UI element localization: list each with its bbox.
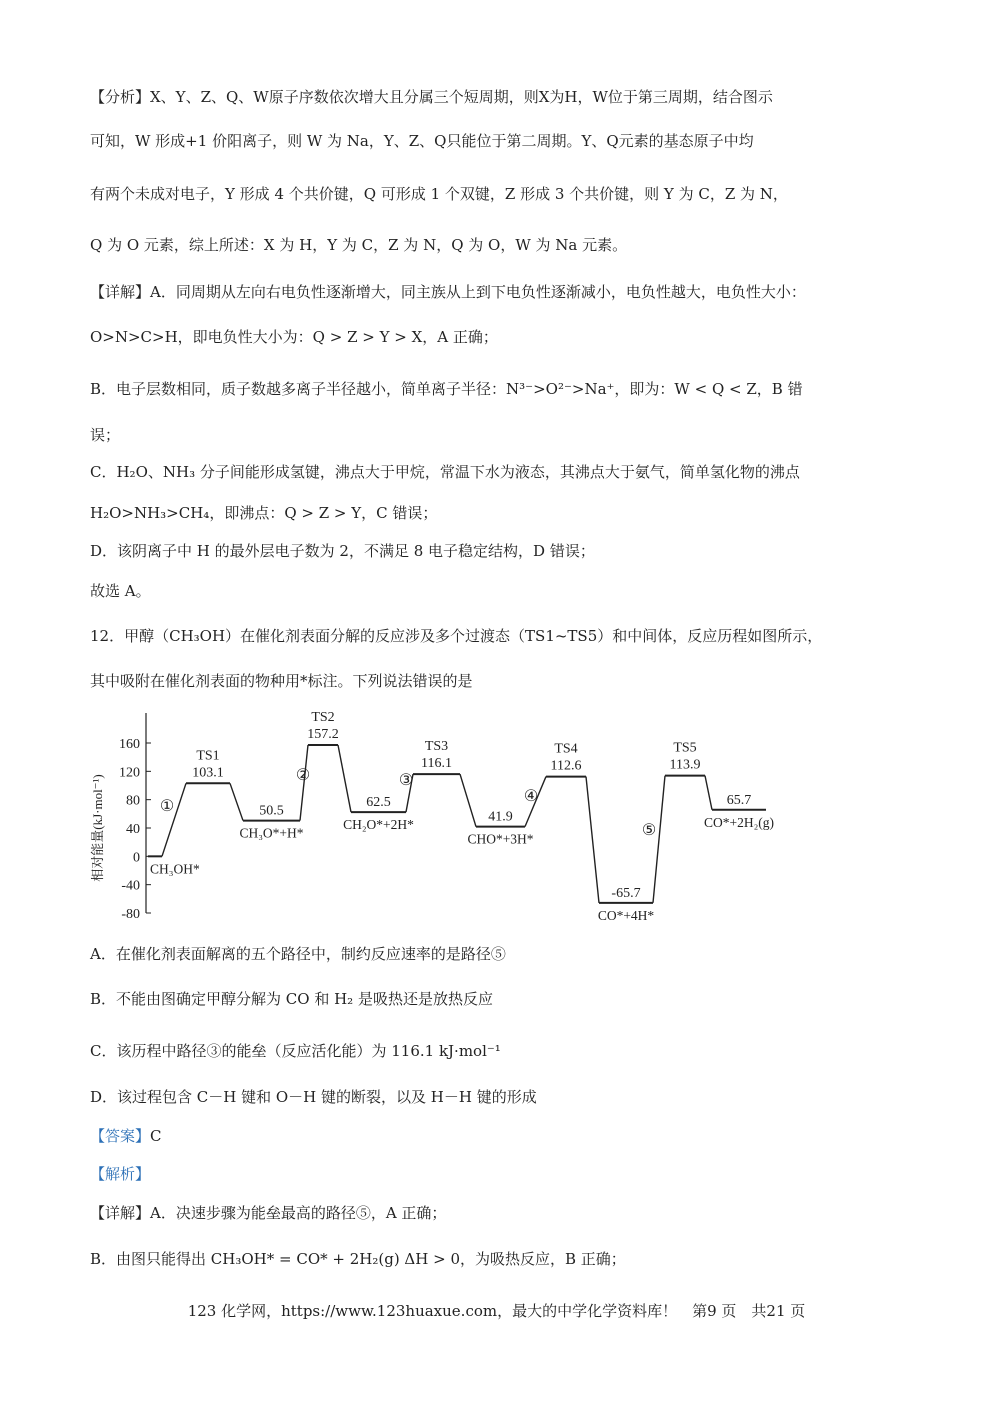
connector-line xyxy=(230,783,243,820)
connector-line xyxy=(705,776,712,810)
y-tick-label: 120 xyxy=(119,765,140,781)
level-value-label: 41.9 xyxy=(488,809,513,825)
ts-name-label: TS5 xyxy=(673,740,697,756)
y-tick-label: 0 xyxy=(133,850,140,866)
species-label: CO*+4H* xyxy=(597,907,655,923)
detail-a-line-2: O>N>C>H，即电负性大小为：Q > Z > Y > X，A 正确； xyxy=(90,328,498,346)
level-value-label: 116.1 xyxy=(421,756,452,772)
analysis-line-2: 可知，W 形成+1 价阳离子，则 W 为 Na，Y、Z、Q只能位于第二周期。Y、Q元素的基态原子中均 xyxy=(90,132,754,150)
species-label: CO*+2H₂(g) xyxy=(703,814,775,830)
analysis-line-1: 【分析】X、Y、Z、Q、W原子序数依次增大且分属三个短周期，则X为H，W位于第三周期，结合图示 xyxy=(90,88,773,106)
species-label: CHO*+3H* xyxy=(467,831,534,847)
y-tick-label: -80 xyxy=(121,907,140,922)
option-c: C．该历程中路径③的能垒（反应活化能）为 116.1 kJ·mol⁻¹ xyxy=(90,1042,501,1060)
species-label: CH₃O*+H* xyxy=(239,825,304,841)
detail-d-line: D．该阴离子中 H 的最外层电子数为 2，不满足 8 电子稳定结构，D 错误； xyxy=(90,542,595,560)
connector-line xyxy=(159,783,186,856)
path-marker-label: ⑤ xyxy=(641,822,657,839)
species-label: CH₂O*+2H* xyxy=(343,817,414,833)
choose-line: 故选 A。 xyxy=(90,582,151,600)
question-stem-2: 其中吸附在催化剂表面的物种用*标注。下列说法错误的是 xyxy=(90,672,473,690)
connector-line xyxy=(586,777,599,903)
level-value-label: 157.2 xyxy=(307,726,339,742)
level-value-label: 112.6 xyxy=(550,758,582,774)
answer-detail-b: B．由图只能得出 CH₃OH* = CO* + 2H₂(g) ΔH > 0，为吸热反应，B 正确； xyxy=(90,1250,626,1268)
level-value-label: 103.1 xyxy=(192,765,224,781)
detail-a-line-1: 【详解】A．同周期从左向右电负性逐渐增大，同主族从上到下电负性逐渐减小，电负性越大，电负性大小： xyxy=(90,283,806,301)
detail-c-line-2: H₂O>NH₃>CH₄，即沸点：Q > Z > Y，C 错误； xyxy=(90,504,438,522)
level-value-label: 113.9 xyxy=(669,757,701,773)
energy-profile-chart xyxy=(88,705,788,930)
path-marker-label: ④ xyxy=(523,788,539,805)
ts-name-label: TS2 xyxy=(311,709,335,725)
level-value-label: 65.7 xyxy=(726,792,752,808)
y-axis-label: 相对能量(kJ·mol⁻¹) xyxy=(90,774,105,882)
level-value-label: 62.5 xyxy=(366,795,391,811)
level-value-label: 50.5 xyxy=(259,803,284,819)
ts-name-label: TS3 xyxy=(424,739,449,755)
explain-label-text: 【解析】 xyxy=(90,1165,151,1183)
analysis-line-4: Q 为 O 元素，综上所述：X 为 H，Y 为 C，Z 为 N，Q 为 O，W 为 Na 元素。 xyxy=(90,236,628,254)
path-marker-label: ② xyxy=(295,767,311,784)
connector-line xyxy=(653,776,665,903)
ts-name-label: TS4 xyxy=(554,741,578,757)
question-stem-1: 12．甲醇（CH₃OH）在催化剂表面分解的反应涉及多个过渡态（TS1~TS5）和中间体，反应历程如图所示， xyxy=(90,627,823,645)
connector-line xyxy=(338,745,351,812)
energy-profile-svg xyxy=(88,705,788,930)
answer-value: C xyxy=(150,1127,162,1145)
path-marker-label: ③ xyxy=(398,772,414,789)
ts-name-label: TS1 xyxy=(196,748,220,764)
y-tick-label: 160 xyxy=(119,737,140,752)
species-label: CH₃OH* xyxy=(150,861,200,877)
y-tick-label: 80 xyxy=(126,793,140,809)
analysis-line-3: 有两个未成对电子，Y 形成 4 个共价键，Q 可形成 1 个双键，Z 形成 3 个共价键，则 Y 为 C，Z 为 N， xyxy=(90,185,788,203)
explain-label xyxy=(90,1163,910,1185)
option-d: D．该过程包含 C－H 键和 O－H 键的断裂，以及 H－H 键的形成 xyxy=(90,1088,537,1106)
option-b: B．不能由图确定甲醇分解为 CO 和 H₂ 是吸热还是放热反应 xyxy=(90,990,493,1008)
page-footer: 123 化学网，https://www.123huaxue.com，最大的中学化学资料库！ 第9 页 共21 页 xyxy=(187,1302,806,1320)
answer-detail-a: 【详解】A．决速步骤为能垒最高的路径⑤，A 正确； xyxy=(90,1204,447,1222)
detail-c-line-1: C．H₂O、NH₃ 分子间能形成氢键，沸点大于甲烷，常温下水为液态，其沸点大于氨气，简单氢化物的沸点 xyxy=(90,463,800,481)
y-tick-label: 40 xyxy=(126,822,140,837)
level-value-label: -65.7 xyxy=(611,885,641,901)
path-marker-label: ① xyxy=(159,798,175,815)
detail-b-line-2: 误； xyxy=(90,426,121,444)
connector-line xyxy=(460,774,476,827)
answer-label: 【答案】 xyxy=(90,1127,151,1145)
option-a: A．在催化剂表面解离的五个路径中，制约反应速率的是路径⑤ xyxy=(90,945,506,963)
answer-line xyxy=(90,1125,910,1147)
y-tick-label: -40 xyxy=(121,878,140,894)
detail-b-line-1: B．电子层数相同，质子数越多离子半径越小，简单离子半径：N³⁻>O²⁻>Na⁺，即为：W < Q < Z，B 错 xyxy=(90,380,803,398)
